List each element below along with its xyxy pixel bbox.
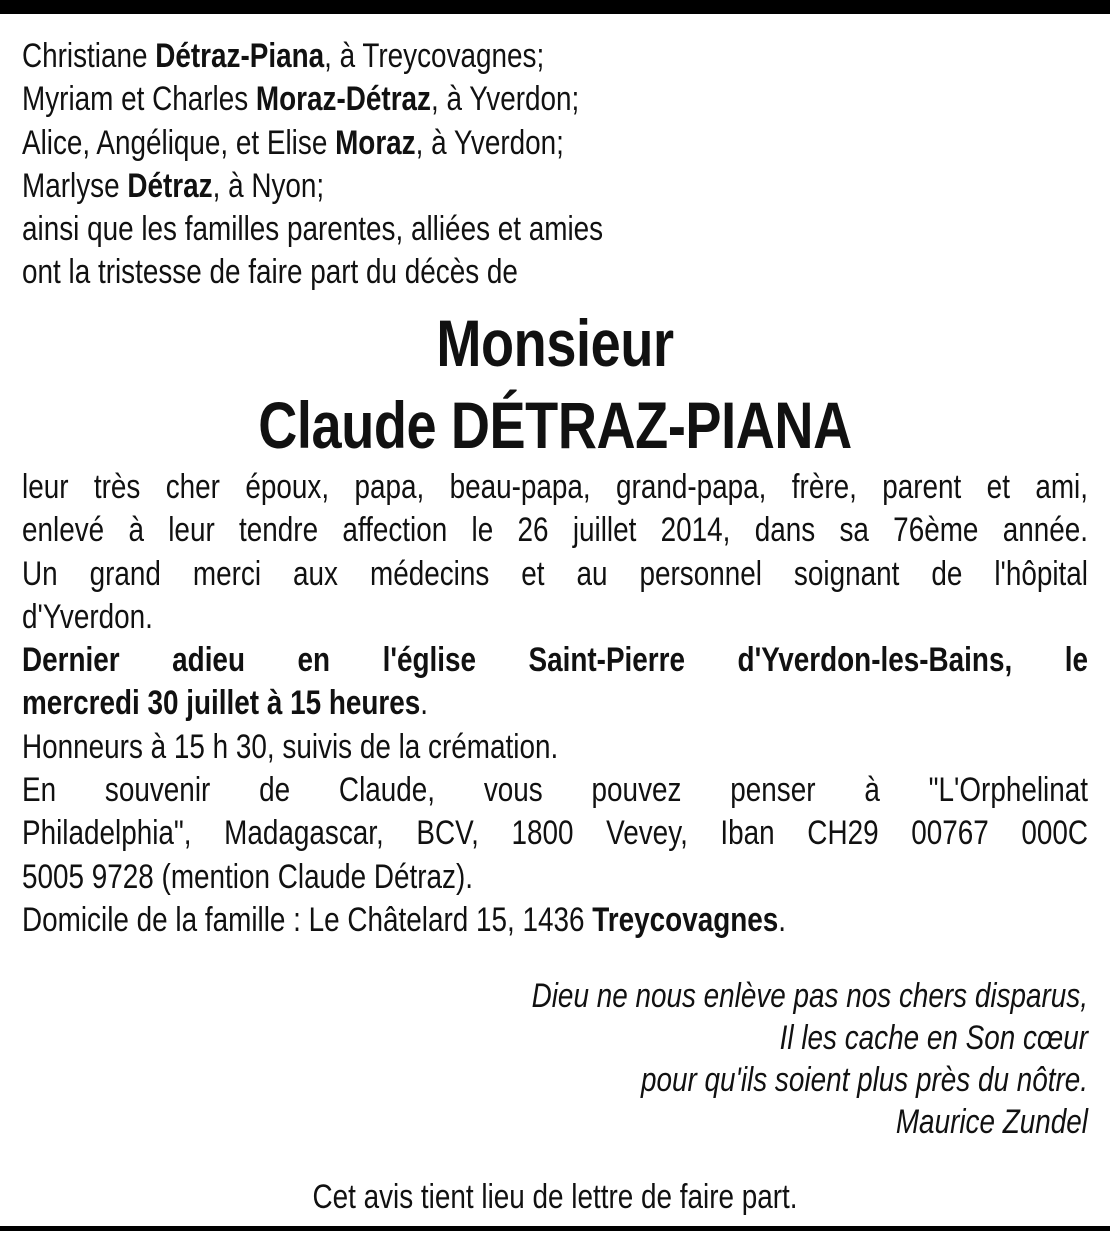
- bold-text: Dernier adieu en l'église Saint-Pierre d'Yverdon-les-Bains, le: [22, 641, 1088, 680]
- text-line: [22, 812, 1088, 855]
- text-segment: Un grand merci aux médecins et au personnel soignant de l'hôpital: [22, 554, 1088, 593]
- bottom-rule: [0, 1226, 1110, 1231]
- text-line: [22, 553, 1088, 596]
- text-line: [22, 899, 1088, 942]
- text-segment: En souvenir de Claude, vous pouvez penser à "L'Orphelinat: [22, 771, 1088, 810]
- text-segment: .: [420, 684, 429, 723]
- text-line: [22, 165, 1088, 208]
- text-segment: ont la tristesse de faire part du décès de: [22, 253, 518, 292]
- text-line: [22, 769, 1088, 812]
- footer-note: Cet avis tient lieu de lettre de faire part.: [312, 1178, 798, 1216]
- text-segment: Honneurs à 15 h 30, suivis de la crémation.: [22, 727, 559, 766]
- text-segment: Myriam et Charles: [22, 80, 256, 119]
- bold-text: Treycovagnes: [592, 900, 779, 939]
- quote-line: Dieu ne nous enlève pas nos chers disparus,: [531, 977, 1088, 1015]
- text-line: [22, 251, 1088, 294]
- quote-block: [22, 975, 1091, 1143]
- text-line: [22, 35, 1088, 78]
- text-line: [22, 682, 1088, 725]
- text-segment: Marlyse: [22, 166, 128, 205]
- text-line: [22, 466, 1088, 509]
- text-line: [22, 596, 1088, 639]
- text-segment: ainsi que les familles parentes, alliées et amies: [22, 210, 604, 249]
- text-segment: Alice, Angélique, et Elise: [22, 123, 336, 162]
- text-segment: Domicile de la famille : Le Châtelard 15, 1436: [22, 900, 593, 939]
- heading-title: Monsieur: [436, 306, 674, 380]
- text-line: [22, 122, 1088, 165]
- bold-text: Détraz-Piana: [155, 37, 325, 75]
- deceased-heading: [22, 302, 1088, 466]
- family-list: [22, 35, 1088, 295]
- announcement-body: [22, 466, 1088, 942]
- top-rule: [0, 0, 1110, 14]
- text-segment: , à Nyon;: [212, 166, 325, 205]
- text-line: [22, 639, 1088, 682]
- text-line: [22, 509, 1088, 552]
- text-line: [22, 208, 1088, 251]
- text-segment: Christiane: [22, 37, 156, 75]
- bold-text: mercredi 30 juillet à 15 heures: [22, 684, 421, 723]
- text-segment: , à Yverdon;: [430, 80, 580, 119]
- text-line: [22, 78, 1088, 121]
- text-segment: .: [778, 900, 787, 939]
- text-segment: Philadelphia", Madagascar, BCV, 1800 Vevey, Iban CH29 00767 000C: [22, 814, 1088, 853]
- bold-text: Moraz-Détraz: [255, 80, 431, 119]
- bold-text: Moraz: [335, 123, 416, 162]
- text-line: [22, 856, 1088, 899]
- text-segment: d'Yverdon.: [22, 597, 153, 636]
- text-segment: enlevé à leur tendre affection le 26 juillet 2014, dans sa 76ème année.: [22, 511, 1088, 550]
- text-segment: , à Yverdon;: [415, 123, 564, 162]
- quote-line: Il les cache en Son cœur: [779, 1019, 1088, 1057]
- bold-text: Détraz: [127, 166, 213, 205]
- text-segment: , à Treycovagnes;: [324, 37, 545, 75]
- quote-author: Maurice Zundel: [895, 1103, 1088, 1141]
- heading-name: Claude DÉTRAZ-PIANA: [258, 388, 852, 462]
- text-line: [22, 726, 1088, 769]
- text-segment: leur très cher époux, papa, beau-papa, grand-papa, frère, parent et ami,: [22, 468, 1088, 506]
- text-segment: 5005 9728 (mention Claude Détraz).: [22, 857, 473, 896]
- quote-line: pour qu'ils soient plus près du nôtre.: [640, 1061, 1088, 1099]
